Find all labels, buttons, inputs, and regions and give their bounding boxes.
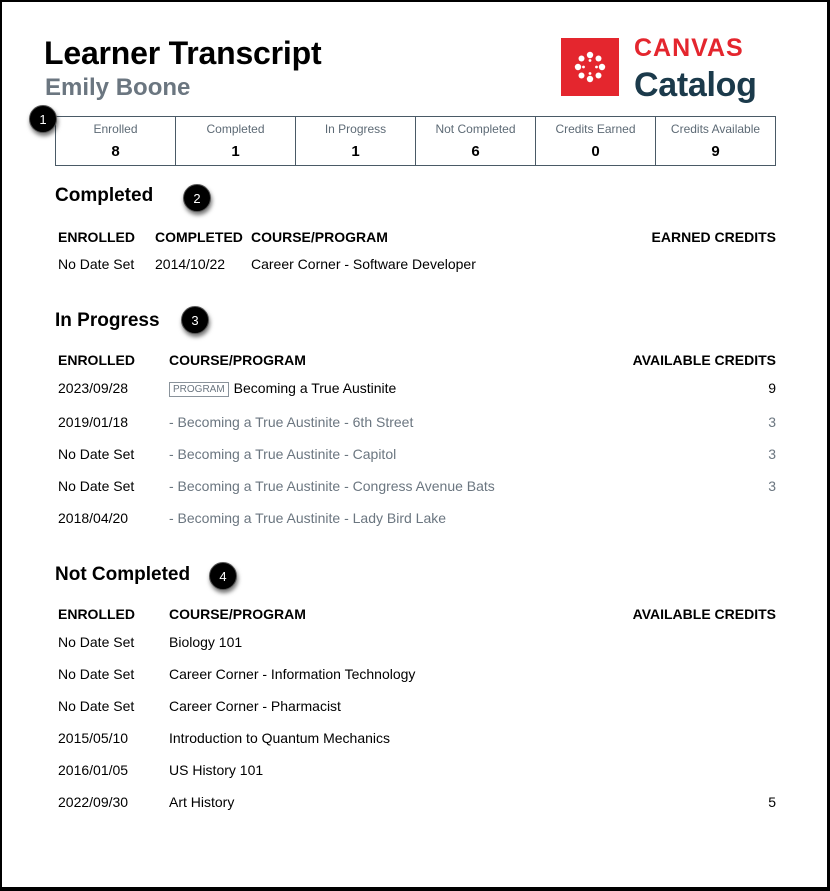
in-progress-row-course[interactable]: - Becoming a True Austinite - Congress Avenue Bats bbox=[169, 478, 495, 494]
canvas-logo-icon bbox=[561, 38, 619, 96]
section-title-not-completed: Not Completed bbox=[55, 564, 191, 585]
not-completed-row-course[interactable]: US History 101 bbox=[169, 762, 264, 778]
completed-row-completed-date: 2014/10/22 bbox=[155, 256, 226, 272]
not-completed-row-course[interactable]: Biology 101 bbox=[169, 634, 243, 650]
section-title-in-progress: In Progress bbox=[55, 310, 160, 331]
col-header-available-credits: AVAILABLE CREDITS bbox=[632, 352, 776, 368]
stat-in-progress bbox=[295, 117, 415, 165]
stat-value: 1 bbox=[351, 143, 360, 160]
in-progress-row-enrolled: 2019/01/18 bbox=[58, 414, 129, 430]
program-badge: PROGRAM bbox=[169, 382, 229, 397]
callout-badge-4: 4 bbox=[209, 562, 237, 590]
not-completed-row-course[interactable]: Career Corner - Information Technology bbox=[169, 666, 416, 682]
col-header-course: COURSE/PROGRAM bbox=[169, 606, 306, 622]
in-progress-row-enrolled: 2018/04/20 bbox=[58, 510, 129, 526]
completed-row-enrolled: No Date Set bbox=[58, 256, 135, 272]
stat-label: Credits Available bbox=[670, 122, 761, 136]
not-completed-row-enrolled: No Date Set bbox=[58, 666, 135, 682]
in-progress-row-course[interactable] bbox=[169, 380, 396, 397]
stat-value: 0 bbox=[591, 143, 600, 160]
in-progress-row-course[interactable]: - Becoming a True Austinite - 6th Street bbox=[169, 414, 414, 430]
page-title: Learner Transcript bbox=[44, 35, 322, 71]
callout-badge-1: 1 bbox=[29, 105, 57, 133]
not-completed-row-course[interactable]: Introduction to Quantum Mechanics bbox=[169, 730, 391, 746]
stat-label: Enrolled bbox=[93, 122, 138, 136]
in-progress-row-credits: 3 bbox=[768, 478, 776, 494]
summary-stats bbox=[55, 116, 776, 166]
stat-not-completed bbox=[415, 117, 535, 165]
stat-label: Not Completed bbox=[435, 122, 516, 136]
col-header-available-credits: AVAILABLE CREDITS bbox=[632, 606, 776, 622]
in-progress-row-course[interactable]: - Becoming a True Austinite - Capitol bbox=[169, 446, 397, 462]
not-completed-row-enrolled: No Date Set bbox=[58, 698, 135, 714]
course-name: Becoming a True Austinite bbox=[233, 380, 397, 396]
stat-label: In Progress bbox=[324, 122, 387, 136]
col-header-enrolled: ENROLLED bbox=[58, 352, 135, 368]
stat-value: 9 bbox=[711, 143, 720, 160]
callout-badge-2: 2 bbox=[183, 184, 211, 212]
in-progress-row-credits: 9 bbox=[768, 380, 776, 396]
not-completed-row-course[interactable]: Career Corner - Pharmacist bbox=[169, 698, 341, 714]
in-progress-row-enrolled: No Date Set bbox=[58, 478, 135, 494]
in-progress-row-course[interactable]: - Becoming a True Austinite - Lady Bird Lake bbox=[169, 510, 447, 526]
not-completed-row-credits: 5 bbox=[768, 794, 776, 810]
in-progress-row-credits: 3 bbox=[768, 414, 776, 430]
section-title-completed: Completed bbox=[55, 185, 154, 206]
not-completed-row-course[interactable]: Art History bbox=[169, 794, 235, 810]
stat-enrolled bbox=[56, 117, 175, 165]
not-completed-row-enrolled: 2022/09/30 bbox=[58, 794, 129, 810]
col-header-course: COURSE/PROGRAM bbox=[169, 352, 306, 368]
learner-name: Emily Boone bbox=[45, 74, 191, 101]
callout-badge-3: 3 bbox=[181, 306, 209, 334]
stat-completed bbox=[175, 117, 295, 165]
col-header-course: COURSE/PROGRAM bbox=[251, 229, 388, 245]
stat-value: 8 bbox=[111, 143, 120, 160]
stat-label: Credits Earned bbox=[555, 122, 636, 136]
logo-text-canvas: CANVAS bbox=[634, 34, 744, 62]
stat-credits-available bbox=[655, 117, 775, 165]
col-header-enrolled: ENROLLED bbox=[58, 606, 135, 622]
not-completed-row-enrolled: 2016/01/05 bbox=[58, 762, 129, 778]
in-progress-row-enrolled: 2023/09/28 bbox=[58, 380, 129, 396]
stat-label: Completed bbox=[206, 122, 265, 136]
col-header-completed: COMPLETED bbox=[155, 229, 243, 245]
not-completed-row-enrolled: No Date Set bbox=[58, 634, 135, 650]
logo-text-catalog: Catalog bbox=[634, 66, 757, 104]
stat-value: 1 bbox=[231, 143, 240, 160]
stat-credits-earned bbox=[535, 117, 655, 165]
stat-value: 6 bbox=[471, 143, 480, 160]
completed-row-course[interactable]: Career Corner - Software Developer bbox=[251, 256, 476, 272]
in-progress-row-enrolled: No Date Set bbox=[58, 446, 135, 462]
in-progress-row-credits: 3 bbox=[768, 446, 776, 462]
not-completed-row-enrolled: 2015/05/10 bbox=[58, 730, 129, 746]
col-header-earned-credits: EARNED CREDITS bbox=[651, 229, 776, 245]
col-header-enrolled: ENROLLED bbox=[58, 229, 135, 245]
